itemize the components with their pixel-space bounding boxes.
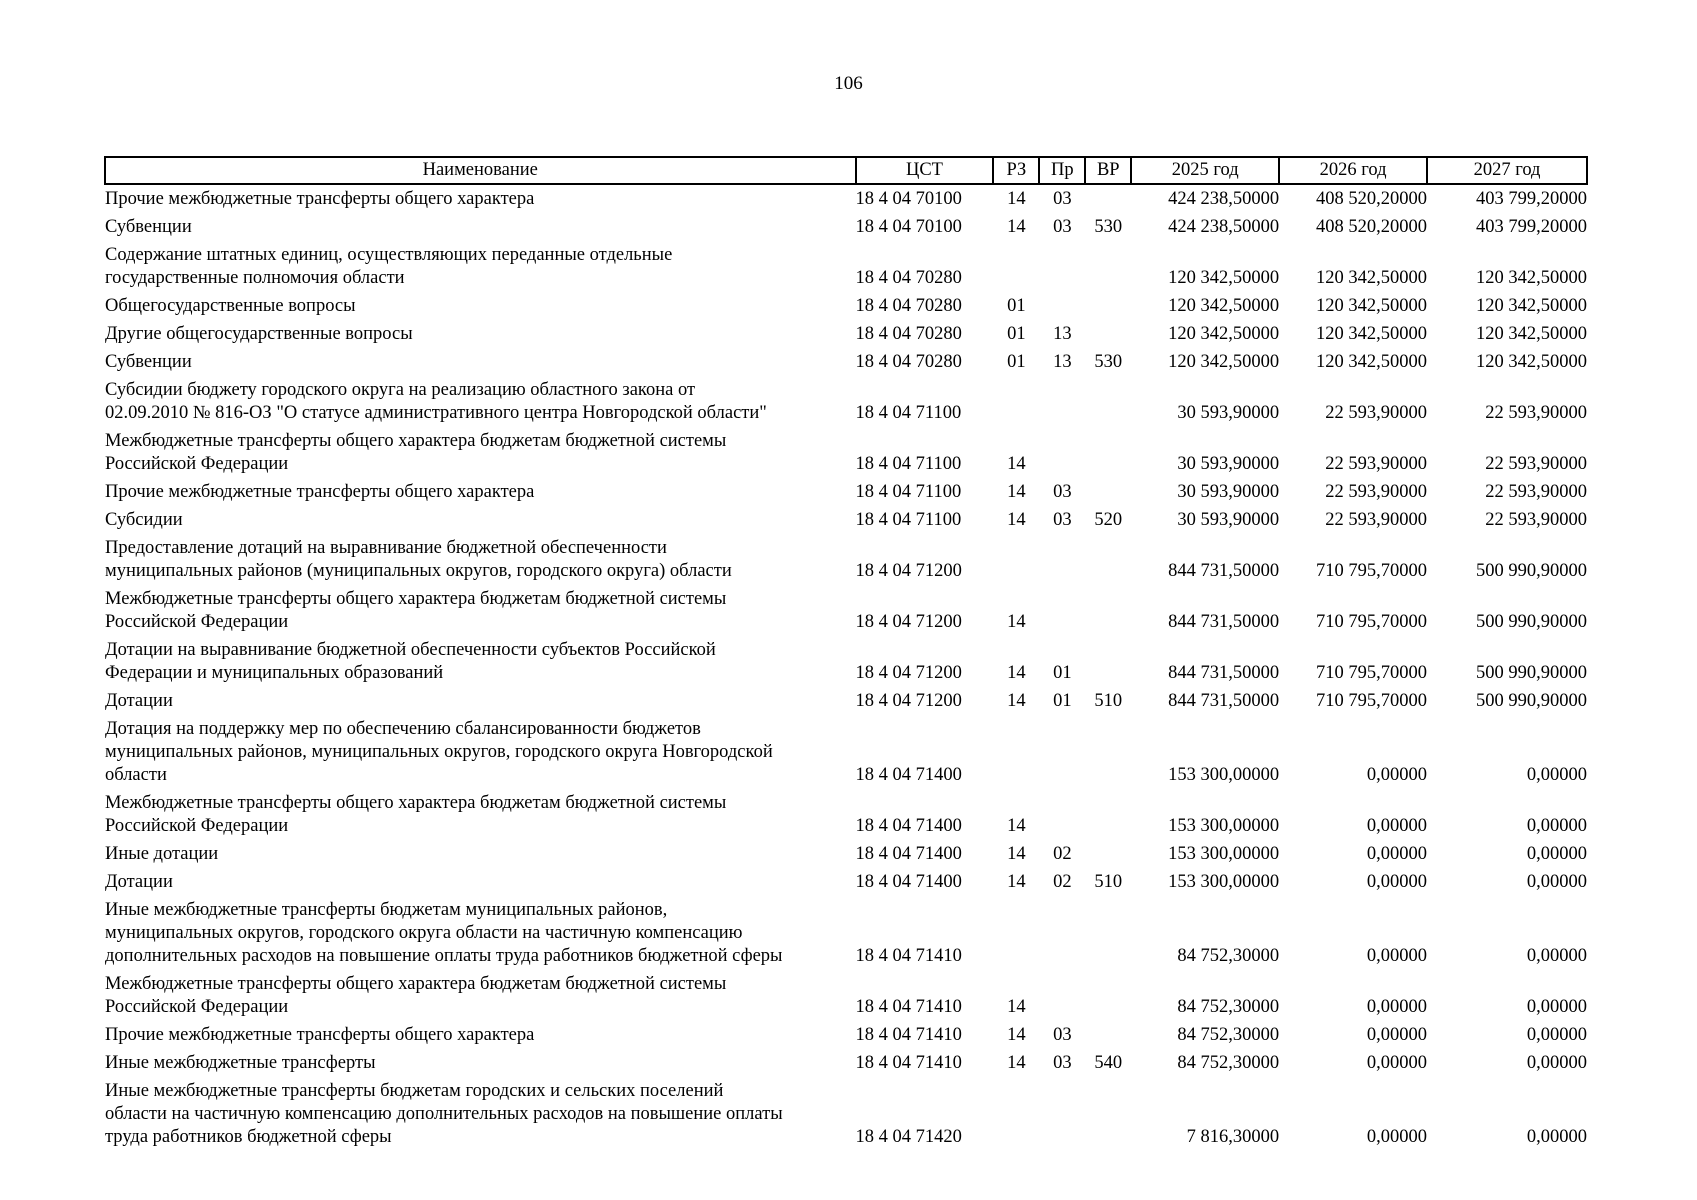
table-row	[105, 376, 1587, 427]
cell-2025: 84 752,30000	[1177, 946, 1280, 966]
cell-cst: 18 4 04 71200	[855, 663, 962, 683]
cell-name-line: Межбюджетные трансферты общего характера бюджетам бюджетной системы	[105, 793, 727, 813]
cell-rz	[993, 1077, 1039, 1151]
cell-2027: 0,00000	[1526, 1053, 1587, 1073]
cell-rz	[993, 715, 1039, 789]
cell-2026: 710 795,70000	[1316, 663, 1428, 683]
cell-2025: 84 752,30000	[1177, 1053, 1280, 1073]
cell-2027: 22 593,90000	[1485, 403, 1587, 423]
table-row	[105, 292, 1587, 320]
cell-name-line: Прочие межбюджетные трансферты общего характера	[105, 189, 535, 209]
cell-name-line: Иные межбюджетные трансферты бюджетам городских и сельских поселений	[105, 1081, 724, 1101]
cell-cst: 18 4 04 71200	[855, 612, 962, 632]
cell-cst: 18 4 04 70100	[855, 217, 962, 237]
cell-2025: 844 731,50000	[1168, 612, 1280, 632]
cell-2026: 0,00000	[1366, 765, 1428, 785]
cell-cst: 18 4 04 71400	[855, 816, 962, 836]
table-row	[105, 427, 1587, 478]
cell-2026: 120 342,50000	[1316, 296, 1428, 316]
cell-rz: 14	[1007, 217, 1026, 237]
table-row	[105, 970, 1587, 1021]
cell-vr: 530	[1094, 352, 1123, 372]
cell-pr	[1039, 1077, 1085, 1151]
cell-2026: 0,00000	[1366, 946, 1428, 966]
table-row	[105, 896, 1587, 970]
cell-name-line: Дотация на поддержку мер по обеспечению сбалансированности бюджетов	[105, 719, 701, 739]
cell-vr	[1085, 320, 1131, 348]
cell-2025: 120 342,50000	[1168, 324, 1280, 344]
cell-pr	[1039, 970, 1085, 1021]
cell-2027: 22 593,90000	[1485, 510, 1587, 530]
cell-name	[105, 213, 856, 241]
cell-name-line: Субвенции	[105, 352, 192, 372]
cell-2027: 0,00000	[1526, 1025, 1587, 1045]
cell-2026: 0,00000	[1366, 872, 1428, 892]
table-row	[105, 1049, 1587, 1077]
header-pr: Пр	[1039, 157, 1085, 184]
table-row	[105, 478, 1587, 506]
cell-vr	[1085, 292, 1131, 320]
cell-name	[105, 970, 856, 1021]
cell-vr	[1085, 840, 1131, 868]
cell-rz: 14	[1007, 844, 1026, 864]
cell-rz: 01	[1007, 324, 1026, 344]
table-row	[105, 1077, 1587, 1151]
cell-pr	[1039, 292, 1085, 320]
cell-cst: 18 4 04 71100	[855, 510, 962, 530]
cell-cst: 18 4 04 71410	[855, 946, 962, 966]
cell-pr	[1039, 789, 1085, 840]
cell-vr	[1085, 970, 1131, 1021]
cell-rz: 14	[1007, 816, 1026, 836]
cell-2027: 0,00000	[1526, 765, 1587, 785]
cell-2027: 0,00000	[1526, 1127, 1587, 1147]
cell-pr: 13	[1053, 324, 1072, 344]
table-row	[105, 789, 1587, 840]
cell-cst: 18 4 04 70280	[855, 324, 962, 344]
cell-2027: 120 342,50000	[1476, 268, 1587, 288]
cell-2025: 153 300,00000	[1168, 765, 1280, 785]
cell-pr: 01	[1053, 663, 1072, 683]
cell-name-line: Предоставление дотаций на выравнивание бюджетной обеспеченности	[105, 538, 667, 558]
cell-2025: 120 342,50000	[1168, 296, 1280, 316]
table-row	[105, 687, 1587, 715]
cell-2026: 120 342,50000	[1316, 324, 1428, 344]
cell-2026: 22 593,90000	[1325, 403, 1428, 423]
cell-rz	[993, 376, 1039, 427]
cell-cst: 18 4 04 71100	[855, 403, 962, 423]
cell-cst: 18 4 04 71420	[855, 1127, 962, 1147]
cell-name	[105, 896, 856, 970]
cell-name-line: Субсидии	[105, 510, 183, 530]
cell-name-line: муниципальных округов, городского округа области на частичную компенсацию	[105, 923, 743, 943]
cell-name-line: муниципальных районов, муниципальных округов, городского округа Новгородской	[105, 742, 773, 762]
cell-rz: 14	[1007, 872, 1026, 892]
cell-2026: 0,00000	[1366, 997, 1428, 1017]
cell-pr: 03	[1053, 1025, 1072, 1045]
cell-2025: 30 593,90000	[1177, 482, 1280, 502]
table-row	[105, 868, 1587, 896]
cell-name	[105, 534, 856, 585]
table-row	[105, 348, 1587, 376]
cell-2025: 153 300,00000	[1168, 872, 1280, 892]
table-row	[105, 184, 1587, 213]
table-row	[105, 715, 1587, 789]
cell-2027: 22 593,90000	[1485, 482, 1587, 502]
cell-vr	[1085, 184, 1131, 213]
header-name: Наименование	[105, 157, 856, 184]
cell-vr: 530	[1094, 217, 1123, 237]
cell-vr: 540	[1094, 1053, 1123, 1073]
cell-2025: 30 593,90000	[1177, 403, 1280, 423]
cell-2025: 30 593,90000	[1177, 510, 1280, 530]
cell-rz: 14	[1007, 1025, 1026, 1045]
cell-vr	[1085, 241, 1131, 292]
cell-2027: 120 342,50000	[1476, 324, 1587, 344]
cell-2025: 844 731,50000	[1168, 691, 1280, 711]
cell-name-line: области	[105, 765, 167, 785]
cell-name-line: Межбюджетные трансферты общего характера бюджетам бюджетной системы	[105, 974, 727, 994]
cell-vr	[1085, 585, 1131, 636]
cell-2026: 0,00000	[1366, 844, 1428, 864]
cell-name	[105, 376, 856, 427]
header-vr: ВР	[1085, 157, 1131, 184]
cell-2025: 153 300,00000	[1168, 816, 1280, 836]
cell-name-line: Иные дотации	[105, 844, 219, 864]
cell-cst: 18 4 04 71410	[855, 997, 962, 1017]
cell-name-line: Межбюджетные трансферты общего характера бюджетам бюджетной системы	[105, 431, 727, 451]
cell-rz: 14	[1007, 454, 1026, 474]
cell-2027: 0,00000	[1526, 844, 1587, 864]
cell-2025: 120 342,50000	[1168, 352, 1280, 372]
cell-pr: 03	[1053, 482, 1072, 502]
cell-name-line: Российской Федерации	[105, 997, 289, 1017]
cell-2027: 500 990,90000	[1476, 612, 1587, 632]
budget-table	[104, 156, 1588, 1151]
cell-2027: 0,00000	[1526, 946, 1587, 966]
cell-vr	[1085, 1021, 1131, 1049]
cell-2026: 22 593,90000	[1325, 510, 1428, 530]
cell-vr: 510	[1094, 872, 1123, 892]
cell-pr	[1039, 534, 1085, 585]
cell-vr	[1085, 715, 1131, 789]
cell-2026: 408 520,20000	[1316, 217, 1428, 237]
header-2025: 2025 год	[1131, 157, 1279, 184]
cell-name-line: Общегосударственные вопросы	[105, 296, 356, 316]
cell-pr: 03	[1053, 189, 1072, 209]
cell-pr: 01	[1053, 691, 1072, 711]
cell-cst: 18 4 04 71400	[855, 844, 962, 864]
cell-name	[105, 636, 856, 687]
cell-vr	[1085, 376, 1131, 427]
cell-name-line: Дотации	[105, 691, 173, 711]
cell-2026: 22 593,90000	[1325, 454, 1428, 474]
cell-rz: 14	[1007, 510, 1026, 530]
cell-2026: 710 795,70000	[1316, 612, 1428, 632]
cell-name	[105, 427, 856, 478]
cell-vr	[1085, 534, 1131, 585]
header-cst: ЦСТ	[856, 157, 994, 184]
cell-2027: 0,00000	[1526, 872, 1587, 892]
cell-cst: 18 4 04 71400	[855, 765, 962, 785]
cell-rz: 14	[1007, 691, 1026, 711]
cell-name	[105, 868, 856, 896]
cell-2025: 844 731,50000	[1168, 663, 1280, 683]
cell-vr	[1085, 789, 1131, 840]
table-row	[105, 840, 1587, 868]
cell-cst: 18 4 04 70280	[855, 296, 962, 316]
cell-vr	[1085, 1077, 1131, 1151]
page-number: 106	[834, 73, 863, 94]
table-row	[105, 534, 1587, 585]
cell-cst: 18 4 04 71400	[855, 872, 962, 892]
table-row	[105, 1021, 1587, 1049]
cell-name-line: Содержание штатных единиц, осуществляющих переданные отдельные	[105, 245, 673, 265]
cell-rz	[993, 534, 1039, 585]
cell-name-line: Российской Федерации	[105, 612, 289, 632]
cell-name-line: Российской Федерации	[105, 454, 289, 474]
cell-name-line: Другие общегосударственные вопросы	[105, 324, 413, 344]
cell-pr: 03	[1053, 510, 1072, 530]
header-2026: 2026 год	[1279, 157, 1427, 184]
cell-2027: 500 990,90000	[1476, 691, 1587, 711]
cell-name-line: Дотации на выравнивание бюджетной обеспеченности субъектов Российской	[105, 640, 716, 660]
cell-pr: 03	[1053, 1053, 1072, 1073]
cell-name	[105, 1049, 856, 1077]
cell-2025: 424 238,50000	[1168, 189, 1280, 209]
cell-cst: 18 4 04 70100	[855, 189, 962, 209]
cell-2025: 120 342,50000	[1168, 268, 1280, 288]
cell-pr: 13	[1053, 352, 1072, 372]
cell-2026: 408 520,20000	[1316, 189, 1428, 209]
table-row	[105, 241, 1587, 292]
table-row	[105, 320, 1587, 348]
cell-name-line: Субсидии бюджету городского округа на реализацию областного закона от	[105, 380, 696, 400]
cell-vr: 510	[1094, 691, 1123, 711]
cell-pr: 03	[1053, 217, 1072, 237]
cell-pr	[1039, 715, 1085, 789]
cell-name	[105, 292, 856, 320]
table-row	[105, 213, 1587, 241]
cell-rz: 14	[1007, 1053, 1026, 1073]
cell-name-line: 02.09.2010 № 816-ОЗ "О статусе административного центра Новгородской области"	[105, 403, 767, 423]
cell-2026: 710 795,70000	[1316, 561, 1428, 581]
cell-2026: 0,00000	[1366, 1025, 1428, 1045]
cell-2026: 0,00000	[1366, 816, 1428, 836]
cell-vr	[1085, 427, 1131, 478]
cell-rz	[993, 896, 1039, 970]
table-header	[105, 157, 1587, 184]
cell-2027: 403 799,20000	[1476, 189, 1587, 209]
header-rz: РЗ	[993, 157, 1039, 184]
cell-cst: 18 4 04 71410	[855, 1053, 962, 1073]
cell-2027: 120 342,50000	[1476, 352, 1587, 372]
cell-2027: 403 799,20000	[1476, 217, 1587, 237]
cell-2027: 0,00000	[1526, 816, 1587, 836]
cell-cst: 18 4 04 70280	[855, 268, 962, 288]
cell-name-line: государственные полномочия области	[105, 268, 405, 288]
cell-2027: 120 342,50000	[1476, 296, 1587, 316]
table-body	[105, 184, 1587, 1151]
table-row	[105, 585, 1587, 636]
cell-2027: 500 990,90000	[1476, 663, 1587, 683]
cell-2026: 120 342,50000	[1316, 352, 1428, 372]
cell-2025: 153 300,00000	[1168, 844, 1280, 864]
cell-name	[105, 585, 856, 636]
cell-name	[105, 687, 856, 715]
cell-rz: 14	[1007, 997, 1026, 1017]
cell-vr	[1085, 896, 1131, 970]
cell-name-line: дополнительных расходов на повышение оплаты труда работников бюджетной сферы	[105, 946, 783, 966]
cell-name-line: Прочие межбюджетные трансферты общего характера	[105, 1025, 535, 1045]
cell-name-line: Иные межбюджетные трансферты	[105, 1053, 376, 1073]
cell-cst: 18 4 04 71410	[855, 1025, 962, 1045]
cell-name	[105, 241, 856, 292]
cell-rz: 14	[1007, 189, 1026, 209]
cell-rz: 01	[1007, 296, 1026, 316]
cell-name	[105, 184, 856, 213]
cell-2026: 120 342,50000	[1316, 268, 1428, 288]
cell-2025: 7 816,30000	[1186, 1127, 1280, 1147]
cell-name-line: области на частичную компенсацию дополнительных расходов на повышение оплаты	[105, 1104, 783, 1124]
table-row	[105, 506, 1587, 534]
cell-2027: 0,00000	[1526, 997, 1587, 1017]
cell-pr: 02	[1053, 844, 1072, 864]
cell-name	[105, 715, 856, 789]
cell-rz: 01	[1007, 352, 1026, 372]
cell-rz: 14	[1007, 482, 1026, 502]
cell-2025: 424 238,50000	[1168, 217, 1280, 237]
cell-2026: 710 795,70000	[1316, 691, 1428, 711]
cell-name	[105, 320, 856, 348]
cell-name-line: Субвенции	[105, 217, 192, 237]
cell-name-line: Дотации	[105, 872, 173, 892]
cell-cst: 18 4 04 70280	[855, 352, 962, 372]
cell-pr	[1039, 427, 1085, 478]
cell-rz	[993, 241, 1039, 292]
cell-name	[105, 506, 856, 534]
table-row	[105, 636, 1587, 687]
cell-name	[105, 348, 856, 376]
cell-2026: 0,00000	[1366, 1053, 1428, 1073]
cell-name-line: Межбюджетные трансферты общего характера бюджетам бюджетной системы	[105, 589, 727, 609]
cell-pr	[1039, 241, 1085, 292]
cell-name-line: Прочие межбюджетные трансферты общего характера	[105, 482, 535, 502]
cell-rz: 14	[1007, 663, 1026, 683]
cell-2026: 0,00000	[1366, 1127, 1428, 1147]
cell-2025: 30 593,90000	[1177, 454, 1280, 474]
cell-name-line: Российской Федерации	[105, 816, 289, 836]
cell-name	[105, 478, 856, 506]
cell-name	[105, 1077, 856, 1151]
cell-2025: 84 752,30000	[1177, 997, 1280, 1017]
cell-2025: 84 752,30000	[1177, 1025, 1280, 1045]
cell-vr: 520	[1094, 510, 1123, 530]
cell-name-line: Федерации и муниципальных образований	[105, 663, 444, 683]
cell-pr	[1039, 376, 1085, 427]
cell-pr	[1039, 585, 1085, 636]
cell-name-line: муниципальных районов (муниципальных округов, городского округа) области	[105, 561, 732, 581]
header-2027: 2027 год	[1427, 157, 1587, 184]
cell-2025: 844 731,50000	[1168, 561, 1280, 581]
cell-cst: 18 4 04 71200	[855, 561, 962, 581]
cell-name	[105, 1021, 856, 1049]
cell-vr	[1085, 636, 1131, 687]
cell-name-line: труда работников бюджетной сферы	[105, 1127, 392, 1147]
cell-vr	[1085, 478, 1131, 506]
cell-name	[105, 840, 856, 868]
cell-name	[105, 789, 856, 840]
cell-pr	[1039, 896, 1085, 970]
cell-pr: 02	[1053, 872, 1072, 892]
cell-cst: 18 4 04 71100	[855, 482, 962, 502]
cell-cst: 18 4 04 71200	[855, 691, 962, 711]
cell-2027: 500 990,90000	[1476, 561, 1587, 581]
cell-2027: 22 593,90000	[1485, 454, 1587, 474]
cell-cst: 18 4 04 71100	[855, 454, 962, 474]
cell-2026: 22 593,90000	[1325, 482, 1428, 502]
cell-name-line: Иные межбюджетные трансферты бюджетам муниципальных районов,	[105, 900, 668, 920]
cell-rz: 14	[1007, 612, 1026, 632]
